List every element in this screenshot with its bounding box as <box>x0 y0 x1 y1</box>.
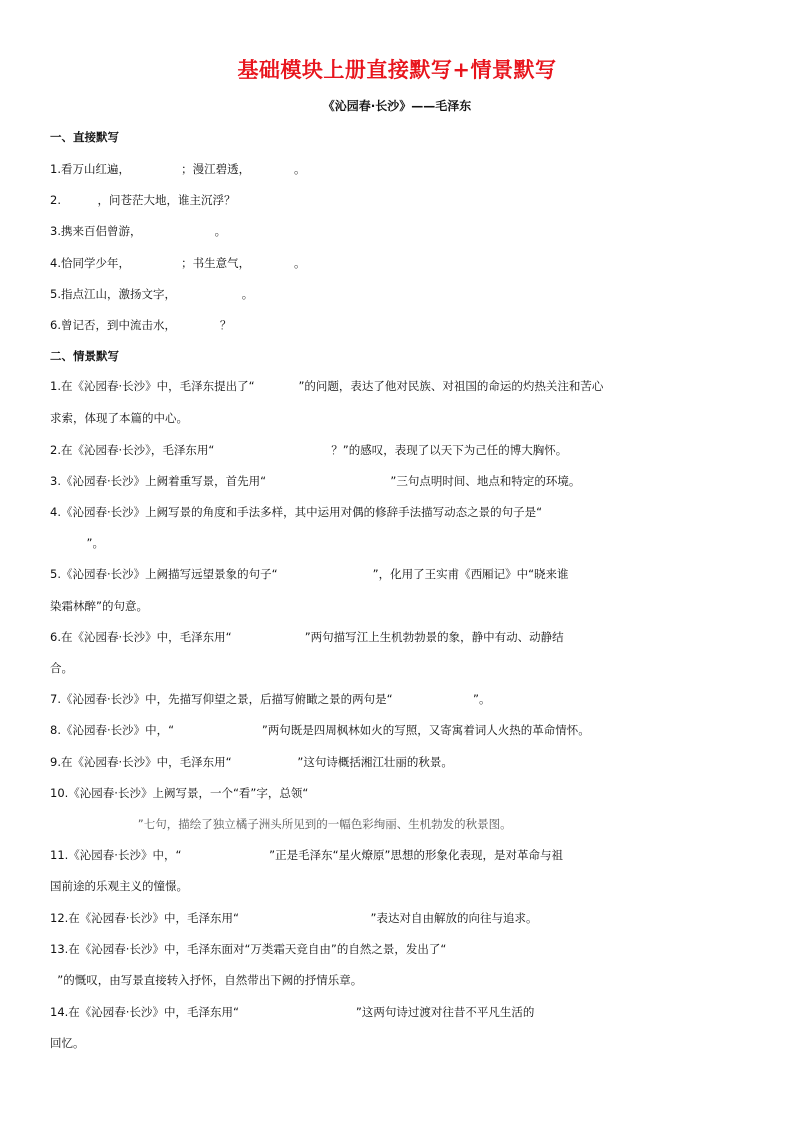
dictation-item: 2. ，问苍茫大地，谁主沉浮？ <box>50 193 236 207</box>
scenario-line: ”的慨叹，由写景直接转入抒怀，自然带出下阙的抒情乐章。 <box>50 973 363 987</box>
dictation-item: 5.指点江山，激扬文字， 。 <box>50 287 254 301</box>
scenario-line: 国前途的乐观主义的憧憬。 <box>50 879 188 893</box>
scenario-line: 9.在《沁园春·长沙》中，毛泽东用“ ”这句诗概括湘江壮丽的秋景。 <box>50 755 453 769</box>
scenario-line: 6.在《沁园春·长沙》中，毛泽东用“ ”两句描写江上生机勃勃景的象，静中有动、动静结 <box>50 630 564 644</box>
scenario-line: ”。 <box>50 536 105 550</box>
dictation-item: 6.曾记否，到中流击水， ？ <box>50 318 232 332</box>
scenario-line: 合。 <box>50 661 73 675</box>
scenario-line: ”七句，描绘了独立橘子洲头所见到的一幅色彩绚丽、生机勃发的秋景图。 <box>50 817 512 831</box>
scenario-line: 13.在《沁园春·长沙》中，毛泽东面对“万类霜天竞自由”的自然之景，发出了“ <box>50 942 447 956</box>
scenario-line: 求索，体现了本篇的中心。 <box>50 411 188 425</box>
scenario-line: 4.《沁园春·长沙》上阙写景的角度和手法多样，其中运用对偶的修辞手法描写动态之景的句子是“ <box>50 505 543 519</box>
scenario-line: 染霜林醉”的句意。 <box>50 599 148 613</box>
scenario-line: 12.在《沁园春·长沙》中，毛泽东用“ ”表达对自由解放的向往与追求。 <box>50 911 538 925</box>
section1-heading: 一、直接默写 <box>50 130 119 144</box>
scenario-line: 1.在《沁园春·长沙》中，毛泽东提出了“ ”的问题，表达了他对民族、对祖国的命运的灼热关注和苦心 <box>50 379 604 393</box>
dictation-item: 1.看万山红遍， ；漫江碧透， 。 <box>50 162 306 176</box>
scenario-line: 14.在《沁园春·长沙》中，毛泽东用“ ”这两句诗过渡对往昔不平凡生活的 <box>50 1005 535 1019</box>
scenario-line: 10.《沁园春·长沙》上阙写景，一个“看”字，总领“ <box>50 786 309 800</box>
scenario-line: 5.《沁园春·长沙》上阙描写远望景象的句子“ ”，化用了王实甫《西厢记》中“晓来谁 <box>50 567 569 581</box>
scenario-line: 2.在《沁园春·长沙》，毛泽东用“ ？”的感叹，表现了以天下为己任的博大胸怀。 <box>50 443 568 457</box>
scenario-line: 8.《沁园春·长沙》中，“ ”两句既是四周枫林如火的写照，又寄寓着词人火热的革命情怀。 <box>50 723 590 737</box>
dictation-item: 3.携来百侣曾游， 。 <box>50 224 227 238</box>
scenario-line: 7.《沁园春·长沙》中，先描写仰望之景，后描写俯瞰之景的两句是“ ”。 <box>50 692 491 706</box>
poem-subtitle: 《沁园春·长沙》——毛泽东 <box>322 99 472 113</box>
section2-heading: 二、情景默写 <box>50 349 119 363</box>
scenario-line: 11.《沁园春·长沙》中，“ ”正是毛泽东“星火燎原”思想的形象化表现，是对革命与祖 <box>50 848 564 862</box>
dictation-item: 4.恰同学少年， ；书生意气， 。 <box>50 256 306 270</box>
scenario-line: 3.《沁园春·长沙》上阙着重写景，首先用“ ”三句点明时间、地点和特定的环境。 <box>50 474 581 488</box>
scenario-line: 回忆。 <box>50 1036 85 1050</box>
page-title: 基础模块上册直接默写+情景默写 <box>237 57 557 82</box>
